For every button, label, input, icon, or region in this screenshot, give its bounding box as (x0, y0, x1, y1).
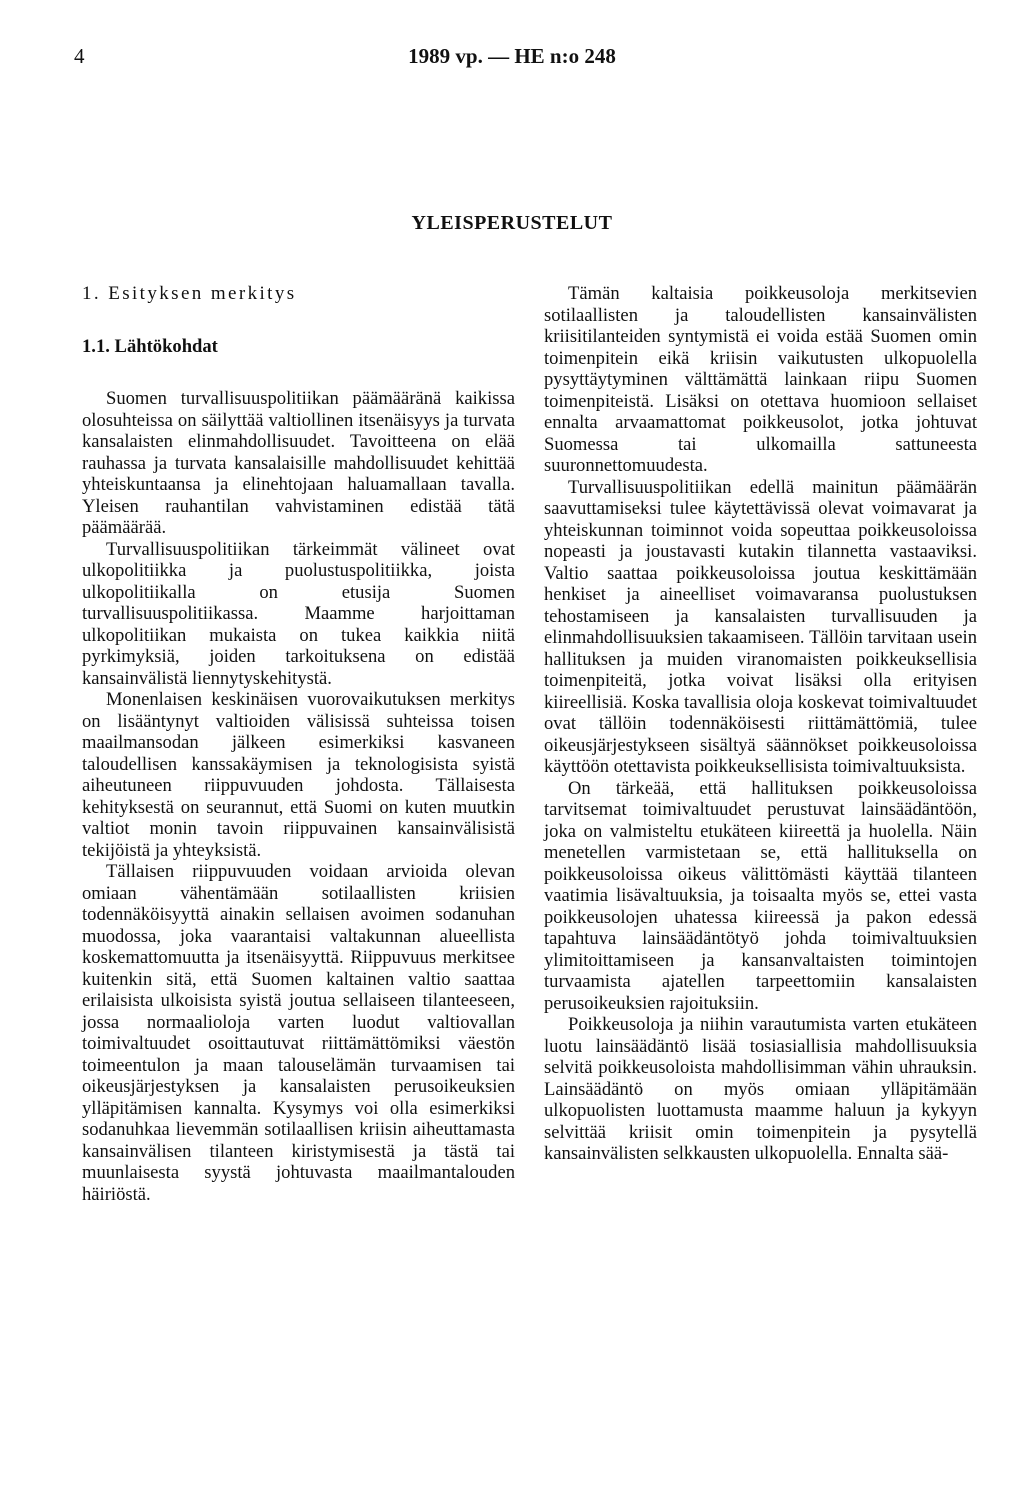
page-number: 4 (74, 44, 85, 68)
paragraph: Turvallisuuspolitiikan tärkeimmät välineet ovat ulkopolitiikka ja puolustuspolitiikka, joista ulkopolitiikalla on etusija Suomen turvallisuuspolitiikassa. Maamme harjoittaman ulkopolitiikan mukaista on tukea kaikkia niitä pyrkimyksiä, joiden tarkoituksena on edistää kansainvälistä liennytyskehitystä. (82, 538, 515, 689)
running-head: 1989 vp. — HE n:o 248 (408, 44, 616, 68)
left-column (82, 283, 515, 1205)
paragraph: On tärkeää, että hallituksen poikkeusoloissa tarvitsemat toimivaltuudet perustuvat lainsäädäntöön, joka on valmisteltu etukäteen kiireettä ja huolella. Näin menetellen varmistetaan se, että hallituksella on poikkeusoloissa oikeus välittömästi käyttää tilanteen vaatimia lisävaltuuksia, ja toisaalta myös se, ettei vasta poikkeusolojen uhatessa kiireessä ja pakon edessä tapahtuva lainsäädäntötyö johda toimivaltuuksien ylimitoittamiseen ja kansanvaltaisten toimintojen turvaamista ajatellen tarpeettomiin kansalaisten perusoikeuksien rajoituksiin. (544, 777, 977, 1014)
paragraph: Monenlaisen keskinäisen vuorovaikutuksen merkitys on lisääntynyt valtioiden välisissä suhteissa toisen maailmansodan jälkeen esimerkiksi kasvaneen taloudellisen kanssakäymisen ja teknologisista syistä aiheutuneen riippuvuuden johdosta. Tällaisesta kehityksestä on seurannut, että Suomi on kuten muutkin valtiot monin tavoin riippuvainen kansainvälisistä tekijöistä ja yhteyksistä. (82, 689, 515, 861)
right-column (544, 283, 977, 1165)
subsection-heading-lahtokohdat: 1.1. Lähtökohdat (82, 335, 218, 357)
section-heading-esityksen-merkitys: 1. Esityksen merkitys (82, 283, 297, 304)
paragraph: Tämän kaltaisia poikkeusoloja merkitsevien sotilaallisten ja taloudellisten kansainvälisten kriisitilanteiden syntymistä ei voida estää Suomen omin toimenpitein eikä kriisin vaikutusten ulkopuolella pysyttäytyminen välttämättä lainkaan riipu Suomen toimenpiteistä. Lisäksi on otettava huomioon sellaiset ennalta arvaamattomat poikkeusolot, jotka johtuvat Suomessa tai ulkomailla sattuneesta suuronnettomuudesta. (544, 283, 977, 476)
paragraph: Poikkeusoloja ja niihin varautumista varten etukäteen luotu lainsäädäntö lisää tosiasiallisia mahdollisuuksia selvitä poikkeusoloista mahdollisimman vähin uhrauksin. Lainsäädäntö on myös omiaan ylläpitämään ulkopuolisten luottamusta maamme haluun ja kykyyn selvittää kriisit omin toimenpitein ja pysytellä kansainvälisten selkkausten ulkopuolella. Ennalta sää- (544, 1014, 977, 1164)
paragraph: Tällaisen riippuvuuden voidaan arvioida olevan omiaan vähentämään sotilaallisten kriisien todennäköisyyttä ainakin sellaisen avoimen sodanuhan muodossa, joka vaarantaisi valtakunnan alueellista koskemattomuutta ja itsenäisyyttä. Riippuvuus merkitsee kuitenkin sitä, että Suomen kaltainen valtio saattaa erilaisista ulkoisista syistä joutua sellaiseen tilanteeseen, jossa normaalioloja varten luodut valtiovallan toimivaltuudet osoittautuvat riittämättömiksi väestön toimeentulon ja maan talouselämän turvaamisen tai oikeusjärjestyksen ja kansalaisten perusoikeuksien ylläpitämisen kannalta. Kysymys voi olla esimerkiksi sodanuhkaa lievemmän sotilaallisen kriisin aiheuttamasta kansainvälisen tilanteen kiristymisestä ja tästä tai muunlaisesta syystä johtuvasta maailmantalouden häiriöstä. (82, 861, 515, 1205)
section-title: YLEISPERUSTELUT (411, 212, 613, 234)
paragraph: Turvallisuuspolitiikan edellä mainitun päämäärän saavuttamiseksi tulee käytettävissä olevat voimavarat ja yhteiskunnan toiminnot voida sopeuttaa poikkeusoloissa nopeasti ja joustavasti kutakin tilannetta vastaaviksi. Valtio saattaa poikkeusoloissa joutua keskittämään henkiset ja aineelliset voimavaransa puolustuksen tehostamiseen ja kansalaisten turvallisuuden ja elinmahdollisuuksien takaamiseen. Tällöin tarvitaan usein hallituksen ja muiden viranomaisten poikkeuksellisia toimenpiteitä, jotka voivat lisäksi olla erityisen kiireellisiä. Koska tavallisia oloja koskevat toimivaltuudet ovat tällöin todennäköisesti riittämättömiä, tulee oikeusjärjestykseen sisältyä säännökset poikkeusoloissa käyttöön otettavista poikkeuksellisista toimivaltuuksista. (544, 476, 977, 777)
paragraph: Suomen turvallisuuspolitiikan päämääränä kaikissa olosuhteissa on säilyttää valtiollinen itsenäisyys ja turvata kansalaisten elinmahdollisuudet. Tavoitteena on elää rauhassa ja turvata kansalaisille mahdollisuudet kehittää yhteiskuntaansa ja elinehtojaan haluamallaan tavalla. Yleisen rauhantilan vahvistaminen edistää tätä päämäärää. (82, 388, 515, 538)
